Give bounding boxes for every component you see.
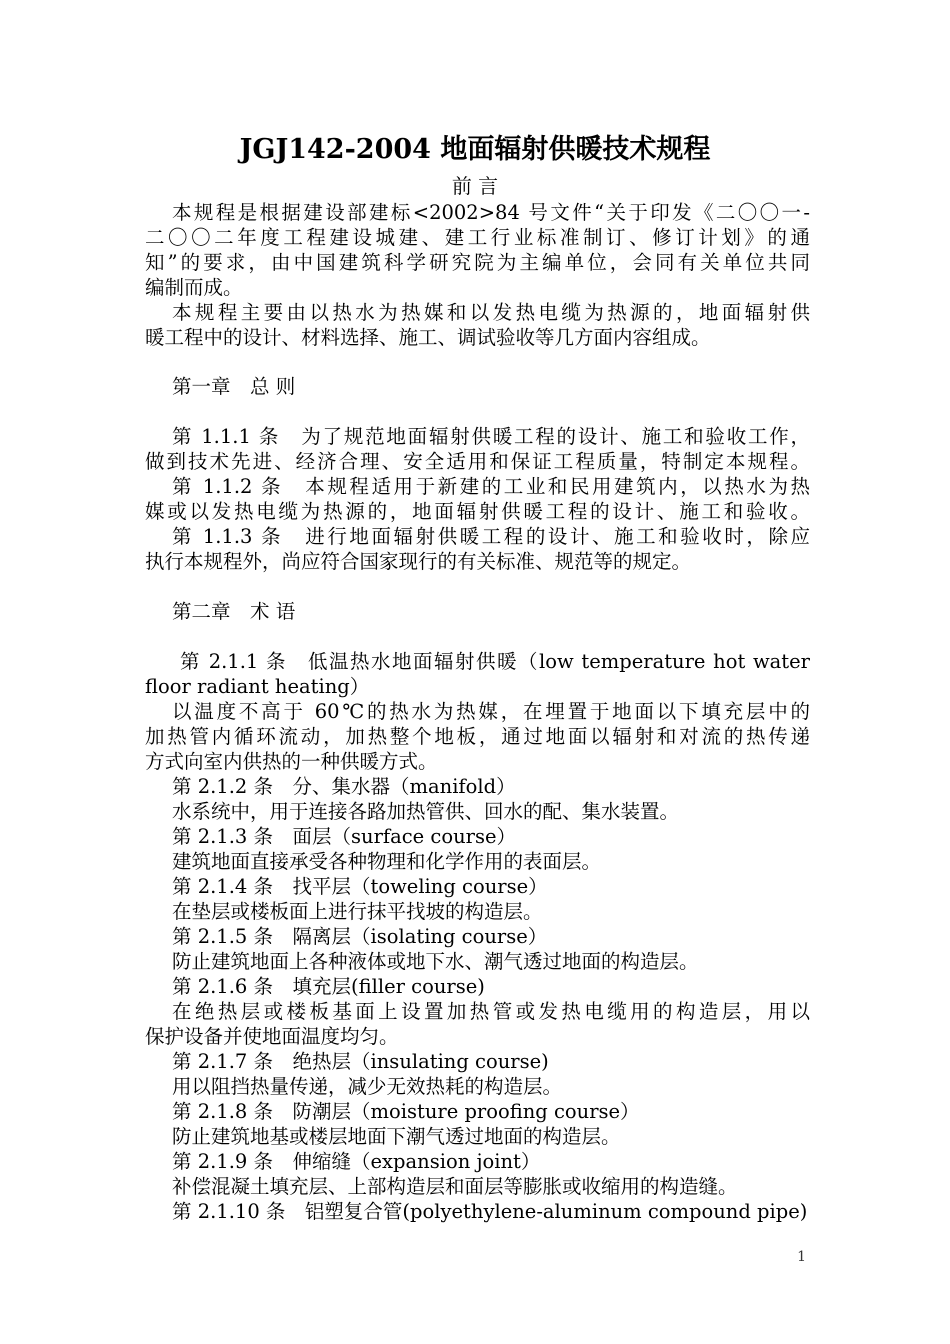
paragraph-line: 媒或以发热电缆为热源的，地面辐射供暖工程的设计、施工和验收。	[145, 500, 810, 523]
paragraph-line: floor radiant heating）	[145, 675, 370, 698]
paragraph-line: 第 2.1.4 条 找平层（toweling course）	[172, 875, 548, 898]
paragraph-line: 建筑地面直接承受各种物理和化学作用的表面层。	[172, 850, 602, 873]
paragraph-line: 本规程主要由以热水为热媒和以发热电缆为热源的，地面辐射供	[172, 301, 810, 324]
paragraph-line: 加热管内循环流动，加热整个地板，通过地面以辐射和对流的热传递	[145, 725, 810, 748]
paragraph-line: 本规程是根据建设部建标<2002>84 号文件“关于印发《二〇〇一-	[172, 201, 810, 224]
paragraph-line: 防止建筑地基或楼层地面下潮气透过地面的构造层。	[172, 1125, 621, 1148]
paragraph-line: 在垫层或楼板面上进行抹平找坡的构造层。	[172, 900, 543, 923]
paragraph-line: 知”的要求，由中国建筑科学研究院为主编单位，会同有关单位共同	[145, 251, 810, 274]
paragraph-line: 编制而成。	[145, 276, 243, 299]
paragraph-line: 以温度不高于 60℃的热水为热媒，在埋置于地面以下填充层中的	[172, 700, 810, 723]
paragraph-line: 做到技术先进、经济合理、安全适用和保证工程质量，特制定本规程。	[145, 450, 810, 473]
paragraph-line: 执行本规程外，尚应符合国家现行的有关标准、规范等的规定。	[145, 550, 692, 573]
paragraph-line: 第 1.1.1 条 为了规范地面辐射供暖工程的设计、施工和验收工作，	[172, 425, 810, 448]
paragraph-line: 暖工程中的设计、材料选择、施工、调试验收等几方面内容组成。	[145, 326, 711, 349]
page-number: 1	[797, 1249, 806, 1265]
paragraph-line: 在绝热层或楼板基面上设置加热管或发热电缆用的构造层，用以	[172, 1000, 810, 1023]
paragraph-line: 保护设备并使地面温度均匀。	[145, 1025, 399, 1048]
paragraph-line: 第 2.1.9 条 伸缩缝（expansion joint）	[172, 1150, 541, 1173]
paragraph-line: 第 2.1.3 条 面层（surface course）	[172, 825, 516, 848]
paragraph-line: 用以阻挡热量传递，减少无效热耗的构造层。	[172, 1075, 563, 1098]
paragraph-line: 补偿混凝土填充层、上部构造层和面层等膨胀或收缩用的构造缝。	[172, 1175, 738, 1198]
paragraph-line: 防止建筑地面上各种液体或地下水、潮气透过地面的构造层。	[172, 950, 699, 973]
paragraph-line: 第 2.1.6 条 填充层(filler course)	[172, 975, 485, 998]
paragraph-line: 第 2.1.8 条 防潮层（moisture proofing course）	[172, 1100, 640, 1123]
paragraph-line: 第 2.1.1 条 低温热水地面辐射供暖（low temperature hot water	[180, 650, 810, 673]
preface-heading: 前 言	[451, 174, 499, 198]
chapter-heading: 第二章 术 语	[172, 600, 296, 623]
paragraph-line: 第 2.1.10 条 铝塑复合管(polyethylene-aluminum compound pipe)	[172, 1200, 808, 1223]
paragraph-line: 第 2.1.5 条 隔离层（isolating course）	[172, 925, 548, 948]
paragraph-line: 第 2.1.2 条 分、集水器（manifold）	[172, 775, 516, 798]
paragraph-line: 二〇〇二年度工程建设城建、建工行业标准制订、修订计划》的通	[145, 226, 810, 249]
paragraph-line: 第 1.1.3 条 进行地面辐射供暖工程的设计、施工和验收时，除应	[172, 525, 810, 548]
paragraph-line: 水系统中，用于连接各路加热管供、回水的配、集水装置。	[172, 800, 680, 823]
chapter-heading: 第一章 总 则	[172, 375, 296, 398]
paragraph-line: 第 1.1.2 条 本规程适用于新建的工业和民用建筑内，以热水为热	[172, 475, 810, 498]
paragraph-line: 方式向室内供热的一种供暖方式。	[145, 750, 438, 773]
document-title: JGJ142-2004 地面辐射供暖技术规程	[239, 134, 711, 165]
paragraph-line: 第 2.1.7 条 绝热层（insulating course)	[172, 1050, 549, 1073]
